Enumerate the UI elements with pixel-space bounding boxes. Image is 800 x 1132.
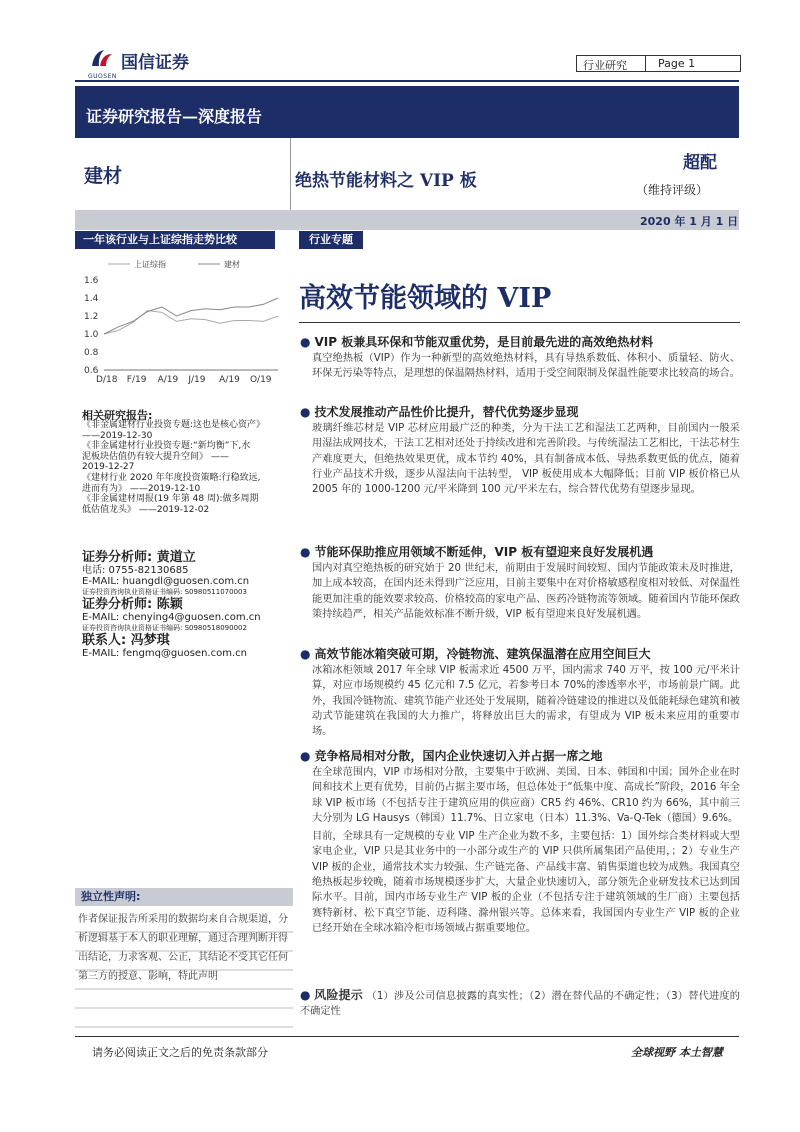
section-body: 在全球范围内，VIP 市场相对分散，主要集中于欧洲、美国、日本、韩国和中国；国外企业在时间和技术上更有优势，目前仍占据主要市场，但总体处于“低集中度、高成长”阶段，2016 年全球 VIP 板市场（不包括专注于建筑应用的供应商）CR5 约 46%、CR10 约为 66%，其中前三大分别为 LG Hausys（韩国）11.7%、日立家电（日本）11.3%、Va-Q-Tek（德国）9.6%。 xyxy=(312,767,740,824)
banner-title: 证券研究报告—深度报告 xyxy=(86,107,263,126)
section-title: 风险提示 xyxy=(314,988,363,1002)
legend-label: 建材 xyxy=(224,260,240,269)
related-reports-title: 相关研究报告: xyxy=(82,409,153,422)
x-tick-label: D/18 xyxy=(96,375,118,385)
footer-disclaimer: 请务必阅读正文之后的免责条款部分 xyxy=(92,1046,268,1059)
analyst-name: 证券分析师: 黄道立 xyxy=(82,550,196,565)
section-title: 技术发展推动产品性价比提升，替代优势逐步显现 xyxy=(314,405,579,419)
chart-header: 一年该行业与上证综指走势比较 xyxy=(75,231,275,249)
bullet-icon: ● xyxy=(300,545,311,559)
logo-subtext: GUOSEN xyxy=(88,73,117,80)
analyst-email[interactable]: E-MAIL: huangdl@guosen.com.cn xyxy=(82,576,250,587)
related-report-line[interactable]: 《建材行业 2020 年年度投资策略:行稳致远, xyxy=(82,472,261,483)
related-report-line: 低估值龙头》 ——2019-12-02 xyxy=(82,504,210,515)
guosen-logo-icon xyxy=(86,46,116,72)
y-tick-label: 0.8 xyxy=(84,348,99,358)
disclaimer-body: 作者保证报告所采用的数据均来自合规渠道，分析逻辑基于本人的职业理解，通过合理判断并得出结论，力求客观、公正，其结论不受其它任何第三方的授意、影响，特此声明 xyxy=(78,914,288,982)
section-body: 真空绝热板（VIP）作为一种新型的高效绝热材料，具有导热系数低、体积小、质量轻、防火、环保无污染等特点，是理想的保温隔热材料，适用于受空间限制及保温性能要求比较高的场合。 xyxy=(312,353,740,380)
bullet-icon: ● xyxy=(300,988,311,1002)
section xyxy=(300,748,740,936)
related-report-line[interactable]: 《非金属建材行业投资专题:这也是核心资产》 xyxy=(82,420,266,430)
section xyxy=(300,646,740,739)
analyst-contact: 电话: 0755-82130685 xyxy=(82,565,189,576)
related-report-line[interactable]: 《非金属建材行业投资专题:“新均衡”下,水 xyxy=(82,441,251,452)
rating: 超配 xyxy=(683,153,717,173)
contact-name: 联系人: 冯梦琪 xyxy=(82,633,170,648)
header-rule xyxy=(75,80,739,82)
topic-tag: 行业专题 xyxy=(299,231,363,249)
analyst-cert: 证券投资咨询执业资格证书编码: S0980518090002 xyxy=(82,624,247,632)
analyst-name: 证券分析师: 陈颖 xyxy=(82,597,183,612)
title-divider xyxy=(290,138,291,210)
report-title: 绝热节能材料之 VIP 板 xyxy=(295,171,477,191)
section-body: 玻璃纤维芯材是 VIP 芯材应用最广泛的种类，分为干法工艺和湿法工艺两种，目前国内一般采用湿法成网技术，干法工艺相对还处于持续改进和完善阶段。与传统湿法工艺相比，干法芯材生产难度更大，但绝热效果更优，成本节约 40%，具有制备成本低、导热系数更低的优点，随着行业产品技术升级，逐步从湿法向干法转型， VIP 板使用成本大幅降低；目前 VIP 板价格已从 2005 年的 1000-1200 元/平米降到 100 元/平米左右，综合替代优势有望逐步显现。 xyxy=(312,423,740,496)
report-category: 行业研究 xyxy=(583,59,627,72)
section xyxy=(300,404,740,497)
legend-label: 上证综指 xyxy=(134,260,166,269)
header-divider xyxy=(645,55,646,72)
analyst-cert: 证券投资咨询执业资格证书编码: S0980511070003 xyxy=(82,588,247,596)
logo-text: 国信证券 xyxy=(121,53,189,73)
section-title: 高效节能冰箱突破可期，冷链物流、建筑保温潜在应用空间巨大 xyxy=(314,647,651,661)
x-tick-label: O/19 xyxy=(249,375,272,385)
section-risk xyxy=(300,988,740,1020)
analyst-email[interactable]: E-MAIL: chenying4@guosen.com.cn xyxy=(82,612,261,623)
bullet-icon: ● xyxy=(300,749,311,763)
footer-slogan: 全球视野 本土智慧 xyxy=(631,1046,723,1059)
related-report-line: ——2019-12-30 xyxy=(82,430,153,441)
y-tick-label: 0.6 xyxy=(84,366,99,376)
section-title: 竞争格局相对分散，国内企业快速切入并占据一席之地 xyxy=(314,749,603,763)
section xyxy=(300,334,740,382)
trend-chart xyxy=(78,254,290,390)
related-report-line[interactable]: 泥板块估值仍有较大提升空间》 —— xyxy=(82,451,229,462)
bullet-icon: ● xyxy=(300,335,311,349)
bullet-icon: ● xyxy=(300,405,311,419)
section xyxy=(300,544,740,622)
page-number: Page 1 xyxy=(658,57,696,70)
related-report-line[interactable]: 《非金属建材周报(19 年第 48 周):做多周期 xyxy=(82,494,259,505)
x-tick-label: J/19 xyxy=(188,375,206,385)
related-report-line: 进而有为》 ——2019-12-10 xyxy=(82,483,201,494)
section-body: 国内对真空绝热板的研究始于 20 世纪末，前期由于发展时间较短、国内节能政策未及时推进，加上成本较高，在国内还未得到广泛应用，目前主要集中在对价格敏感程度相对较低、对保温性能更加注重的能效要求较高、价格较高的家电产品、医药冷链物流等领域。随着国内节能环保政策持续趋严，相关产品能效标准不断升级，VIP 板有望迎来良好发展机遇。 xyxy=(312,563,740,620)
section-title: 节能环保助推应用领域不断延伸，VIP 板有望迎来良好发展机遇 xyxy=(314,545,654,559)
contact-email[interactable]: E-MAIL: fengmq@guosen.com.cn xyxy=(82,648,247,659)
series-line xyxy=(104,298,278,334)
section-body: 目前，全球具有一定规模的专业 VIP 生产企业为数不多，主要包括：1）国外综合类材料或大型家电企业，VIP 只是其业务中的一小部分或生产的 VIP 只供所属集团产品使用，；2）专业生产 VIP 板的企业，通常技术实力较强、生产链完备、产品线丰富、销售渠道也较为成熟。我国真空绝热板起步较晚，随着市场规模逐步扩大，大量企业快速切入，部分领先企业研发技术已达到国际水平。目前，国内市场专业生产 VIP 板的企业（不包括专注于建筑领域的生厂商）主要包括赛特新材、松下真空节能、迈科隆、滁州银兴等。总体来看，我国国内专业生产 VIP 板的企业已经开始在全球冰箱冷柜市场领域占据重要地位。 xyxy=(312,831,740,934)
section-body: （1）涉及公司信息披露的真实性；（2）潜在替代品的不确定性；（3）替代进度的不确定性 xyxy=(300,991,740,1018)
y-tick-label: 1.4 xyxy=(84,294,99,304)
related-report-line: 2019-12-27 xyxy=(82,462,135,473)
y-tick-label: 1.2 xyxy=(84,312,99,322)
section-body: 冰箱冰柜领域 2017 年全球 VIP 板需求近 4500 万平，国内需求 740 万平，按 100 元/平米计算，对应市场规模约 45 亿元和 7.5 亿元，若参考日本 70%的渗透率水平，市场前景广阔。此外，我国冷链物流、建筑节能产业还处于发展期，随着冷链建设的推进以及低能耗绿色建筑和被动式节能建筑在我国的大力推广，将释放出巨大的需求，有望成为 VIP 板未来应用的重要市场。 xyxy=(312,665,740,738)
sector-name: 建材 xyxy=(84,165,123,187)
x-tick-label: F/19 xyxy=(126,375,147,385)
related-reports-list xyxy=(82,420,292,515)
section-title: VIP 板兼具环保和节能双重优势，是目前最先进的高效绝热材料 xyxy=(314,335,654,349)
headline: 高效节能领域的 VIP xyxy=(299,283,552,314)
analyst-block xyxy=(82,550,292,659)
footer-rule xyxy=(75,1036,739,1037)
bullet-icon: ● xyxy=(300,647,311,661)
headline-rule xyxy=(299,322,740,323)
y-tick-label: 1.6 xyxy=(84,276,99,286)
y-tick-label: 1.0 xyxy=(84,330,99,340)
x-tick-label: A/19 xyxy=(219,375,240,385)
report-date: 2020 年 1 月 1 日 xyxy=(640,215,739,228)
disclaimer-title: 独立性声明: xyxy=(75,888,293,906)
x-tick-label: A/19 xyxy=(157,375,179,385)
rating-note: （维持评级） xyxy=(636,183,709,197)
